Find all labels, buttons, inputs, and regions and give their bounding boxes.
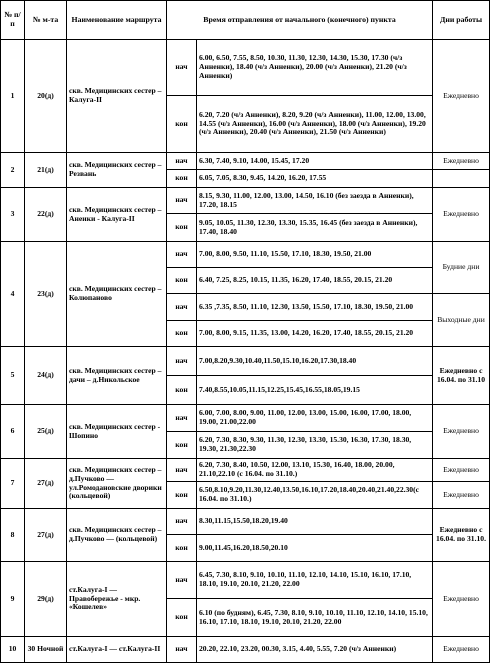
working-days-cell <box>433 170 490 188</box>
departure-times-cell: 6.05, 7.05, 8.30, 9.45, 14.20, 16.20, 17.55 <box>197 170 433 188</box>
table-row <box>1 405 490 432</box>
header-no: № п/п <box>1 1 25 40</box>
header-row <box>1 1 490 40</box>
departure-times-cell: 6.20, 7.30, 8.40, 10.50, 12.00, 13.10, 15.30, 16.40, 18.00, 20.00, 21.10,22.10 (с 16.04. по 31.10.) <box>197 459 433 482</box>
direction-cell: кон <box>167 321 197 347</box>
route-number-cell: 23(д) <box>25 242 67 347</box>
route-name-cell: скв. Медицинских сестер – д.Пучково — (кольцевой) <box>67 509 167 562</box>
route-index-cell: 10 <box>1 637 25 663</box>
route-index-cell: 2 <box>1 153 25 188</box>
working-days-cell: Ежедневно с 16.04. по 31.10 <box>433 347 490 405</box>
route-name-cell: скв. Медицинских сестер – Колюпаново <box>67 242 167 347</box>
working-days-cell: Ежедневно с 16.04. по 31.10. <box>433 509 490 562</box>
direction-cell: нач <box>167 347 197 376</box>
header-route-name: Наименование маршрута <box>67 1 167 40</box>
direction-cell: нач <box>167 405 197 432</box>
route-number-cell: 24(д) <box>25 347 67 405</box>
working-days-cell: Ежедневно <box>433 405 490 459</box>
direction-cell: нач <box>167 459 197 482</box>
table-row <box>1 347 490 376</box>
direction-cell: нач <box>167 40 197 96</box>
route-index-cell: 1 <box>1 40 25 153</box>
departure-times-cell: 6.00, 6.50, 7.55, 8.50, 10.30, 11.30, 12.30, 14.30, 15.30, 17.30 (ч/з Анненки), 18.40 (ч/з Анненки), 20.00 (ч/з Анненки), 21.20 (ч/з Анненки) <box>197 40 433 96</box>
route-number-cell: 20(д) <box>25 40 67 153</box>
departure-times-cell: 9.00,11.45,16.20,18.50,20.10 <box>197 535 433 562</box>
direction-cell: кон <box>167 214 197 242</box>
direction-cell: нач <box>167 188 197 214</box>
route-number-cell: 30 Ночной <box>25 637 67 663</box>
direction-cell: нач <box>167 242 197 268</box>
direction-cell: кон <box>167 268 197 294</box>
working-days-cell: Ежедневно <box>433 40 490 153</box>
working-days-cell: Ежедневно <box>433 637 490 663</box>
working-days-cell: Ежедневно <box>433 459 490 482</box>
route-name-cell: скв. Медицинских сестер – дачи – д.Никольское <box>67 347 167 405</box>
direction-cell: кон <box>167 376 197 405</box>
departure-times-cell: 6.20, 7.20 (ч/з Анненки), 8.20, 9.20 (ч/з Анненки), 11.00, 12.00, 13.00, 14.55 (ч/з Анненки), 16.00 (ч/з Анненки), 18.00 (ч/з Анненки), 19.20 (ч/з Анненки), 20.40 (ч/з Анненки), 21.50 (ч/з Анненки) <box>197 96 433 153</box>
table-row <box>1 459 490 482</box>
route-name-cell: скв. Медицинских сестер - Шопино <box>67 405 167 459</box>
departure-times-cell: 6.10 (по будням), 6.45, 7.30, 8.10, 9.10, 10.10, 11.10, 12.10, 14.10, 15.10, 16.10, 17.10, 18.10, 19.10, 20.10, 21.20, 22.00 <box>197 599 433 637</box>
departure-times-cell: 8.15, 9.30, 11.00, 12.00, 13.00, 14.50, 16.10 (без заезда в Анненки), 17.20, 18.15 <box>197 188 433 214</box>
departure-times-cell: 20.20, 22.10, 23.20, 00.30, 3.15, 4.40, 5.55, 7.20 (ч/з Анненки) <box>197 637 433 663</box>
departure-times-cell: 6.45, 7.30, 8.10, 9.10, 10.10, 11.10, 12.10, 14.10, 15.10, 16.10, 17.10, 18.10, 19.10, 20.10, 21.20, 22.00 <box>197 562 433 599</box>
route-number-cell: 27(д) <box>25 459 67 509</box>
direction-cell: кон <box>167 599 197 637</box>
departure-times-cell: 6.00, 7.00, 8.00, 9.00, 11.00, 12.00, 13.00, 15.00, 16.00, 17.00, 18.00, 19.00, 21.00,22.00 <box>197 405 433 432</box>
direction-cell: нач <box>167 153 197 170</box>
route-name-cell: скв. Медицинских сестер – Калуга-II <box>67 40 167 153</box>
table-row <box>1 40 490 96</box>
departure-times-cell: 6.30, 7.40, 9.10, 14.00, 15.45, 17.20 <box>197 153 433 170</box>
table-row <box>1 188 490 214</box>
working-days-cell: Ежедневно <box>433 482 490 509</box>
schedule-body <box>1 40 490 663</box>
direction-cell: кон <box>167 96 197 153</box>
direction-cell: кон <box>167 535 197 562</box>
table-row <box>1 562 490 599</box>
route-number-cell: 21(д) <box>25 153 67 188</box>
direction-cell: нач <box>167 562 197 599</box>
direction-cell: кон <box>167 170 197 188</box>
route-name-cell: скв. Медицинских сестер – д.Пучково — ул.Ромодановские дворики (кольцевой) <box>67 459 167 509</box>
departure-times-cell: 6.35 ,7.35, 8.50, 11.10, 12.30, 13.50, 15.50, 17.10, 18.30, 19.50, 21.00 <box>197 294 433 321</box>
route-index-cell: 5 <box>1 347 25 405</box>
route-index-cell: 7 <box>1 459 25 509</box>
departure-times-cell: 7.00,8.20,9.30,10.40,11.50,15.10,16.20,17.30,18.40 <box>197 347 433 376</box>
working-days-cell: Ежедневно <box>433 153 490 170</box>
route-name-cell: скв. Медицинских сестер – Резвань <box>67 153 167 188</box>
table-row <box>1 509 490 535</box>
route-number-cell: 29(д) <box>25 562 67 637</box>
working-days-cell: Выходные дни <box>433 294 490 347</box>
departure-times-cell: 6.20, 7.30, 8.30, 9.30, 11.30, 12.30, 13.30, 15.30, 16.30, 17.30, 18.30, 19.30, 21.30,22.30 <box>197 432 433 459</box>
working-days-cell: Ежедневно <box>433 562 490 637</box>
route-index-cell: 9 <box>1 562 25 637</box>
header-departure-times: Время отправления от начального (конечного) пункта <box>167 1 433 40</box>
working-days-cell: Будние дни <box>433 242 490 294</box>
direction-cell: кон <box>167 432 197 459</box>
route-number-cell: 25(д) <box>25 405 67 459</box>
table-row <box>1 637 490 663</box>
departure-times-cell: 7.00, 8.00, 9.15, 11.35, 13.00, 14.20, 16.20, 17.40, 18.55, 20.15, 21.20 <box>197 321 433 347</box>
departure-times-cell: 7.40,8.55,10.05,11.15,12.25,15.45,16.55,18.05,19.15 <box>197 376 433 405</box>
route-index-cell: 6 <box>1 405 25 459</box>
header-working-days: Дни работы <box>433 1 490 40</box>
direction-cell: кон <box>167 482 197 509</box>
route-number-cell: 27(д) <box>25 509 67 562</box>
header-route-no: № м-та <box>25 1 67 40</box>
departure-times-cell: 8.30,11.15,15.50,18.20,19.40 <box>197 509 433 535</box>
departure-times-cell: 6.50,8.10,9.20,11.30,12.40,13.50,16.10,17.20,18.40,20.40,21.40,22.30(с 16.04. по 31.10.) <box>197 482 433 509</box>
route-index-cell: 4 <box>1 242 25 347</box>
route-number-cell: 22(д) <box>25 188 67 242</box>
departure-times-cell: 7.00, 8.00, 9.50, 11.10, 15.50, 17.10, 18.30, 19.50, 21.00 <box>197 242 433 268</box>
working-days-cell: Ежедневно <box>433 188 490 242</box>
route-index-cell: 8 <box>1 509 25 562</box>
table-row <box>1 242 490 268</box>
route-name-cell: ст.Калуга-I — Правобережье - мкр. «Кошелев» <box>67 562 167 637</box>
departure-times-cell: 9.05, 10.05, 11.30, 12.30, 13.30, 15.35, 16.45 (без заезда в Анненки), 17.40, 18.40 <box>197 214 433 242</box>
table-row <box>1 153 490 170</box>
route-index-cell: 3 <box>1 188 25 242</box>
direction-cell: нач <box>167 294 197 321</box>
route-name-cell: скв. Медицинских сестер – Анеики - Калуга-II <box>67 188 167 242</box>
route-name-cell: ст.Калуга-I — ст.Калуга-II <box>67 637 167 663</box>
direction-cell: нач <box>167 637 197 663</box>
departure-times-cell: 6.40, 7.25, 8.25, 10.15, 11.35, 16.20, 17.40, 18.55, 20.15, 21.20 <box>197 268 433 294</box>
direction-cell: нач <box>167 509 197 535</box>
